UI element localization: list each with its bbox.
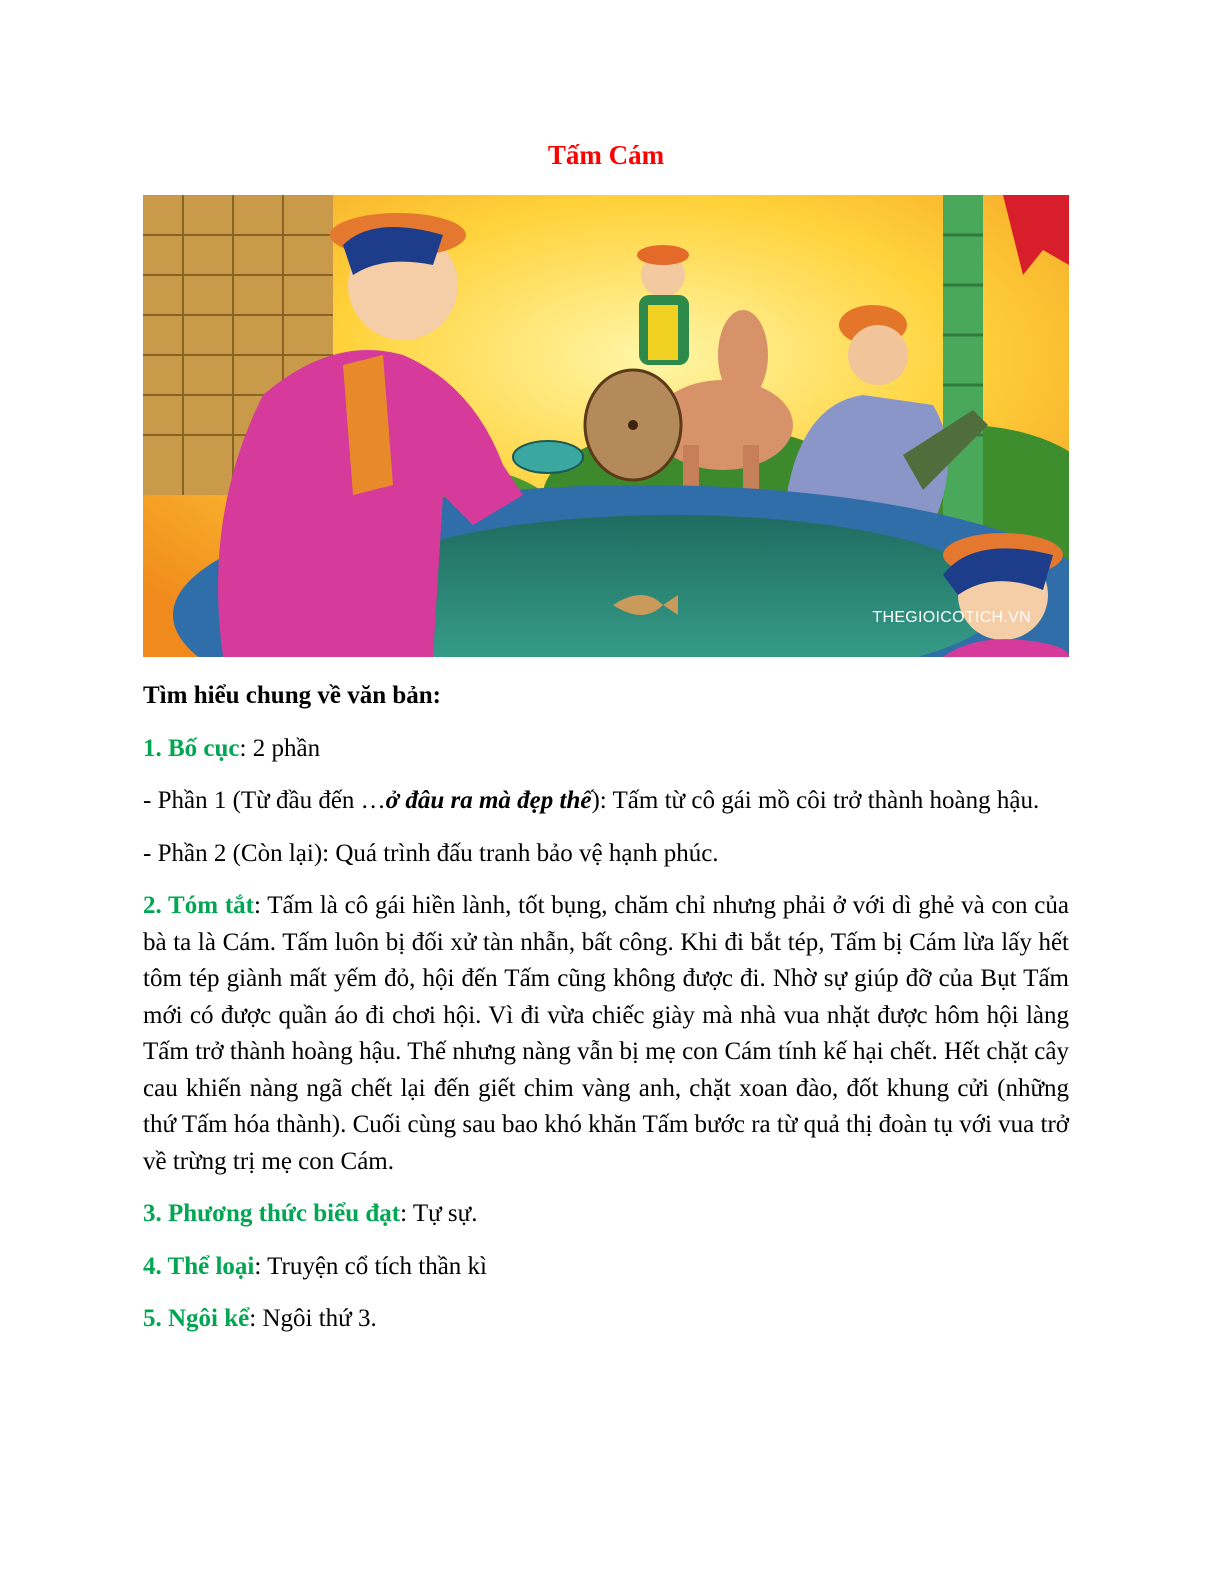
- text-bo-cuc: : 2 phần: [239, 734, 321, 762]
- illustration-image: [143, 195, 1069, 657]
- section-ngoi-ke: [143, 1301, 1069, 1338]
- label-the-loai: 4. Thể loại: [143, 1252, 255, 1280]
- text-the-loai: : Truyện cổ tích thần kì: [254, 1252, 488, 1280]
- part-2-text: - Phần 2 (Còn lại): Quá trình đấu tranh bảo vệ hạnh phúc.: [143, 839, 719, 867]
- text-ngoi-ke: : Ngôi thứ 3.: [249, 1305, 377, 1332]
- areca-trunk: [943, 195, 983, 535]
- section-part-2: [143, 836, 1069, 873]
- content-body: [143, 678, 1069, 1354]
- intro-heading: Tìm hiểu chung về văn bản:: [143, 682, 441, 709]
- label-tom-tat: 2. Tóm tắt: [143, 892, 254, 919]
- watermark: THEGIOICOTICH.VN: [872, 609, 1031, 626]
- story-illustration: [143, 195, 1069, 657]
- section-tom-tat: [143, 888, 1069, 1180]
- part-1-emphasis: ở đâu ra mà đẹp thế: [385, 787, 592, 814]
- section-phuong-thuc: [143, 1196, 1069, 1233]
- text-tom-tat: : Tấm là cô gái hiền lành, tốt bụng, chăm chỉ nhưng phải ở với dì ghẻ và con của bà ta là Cám. Tấm luôn bị đối xử tàn nhẫn, bất công. Khi đi bắt tép, Tấm bị Cám lừa lấy hết tôm tép giành mất yếm đỏ, hội đến Tấm cũng không được đi. Nhờ sự giúp đỡ của Bụt Tấm mới có được quần áo đi chơi hội. Vì đi vừa chiếc giày mà nhà vua nhặt được hôm hội làng Tấm trở thành hoàng hậu. Thế nhưng nàng vẫn bị mẹ con Cám tính kế hại chết. Hết chặt cây cau khiến nàng ngã chết lại đến giết chim vàng anh, chặt xoan đào, đốt khung cửi (những thứ Tấm hóa thành). Cuối cùng sau bao khó khăn Tấm bước ra từ quả thị đoàn tụ với vua trở về trừng trị mẹ con Cám.: [143, 892, 1069, 1175]
- part-1-suffix: ): Tấm từ cô gái mồ côi trở thành hoàng hậu.: [591, 787, 1040, 814]
- section-part-1: [143, 783, 1069, 820]
- section-bo-cuc: [143, 731, 1069, 768]
- label-bo-cuc: 1. Bố cục: [143, 734, 240, 762]
- label-phuong-thuc: 3. Phương thức biểu đạt: [143, 1200, 401, 1227]
- page-title: Tấm Cám: [547, 140, 665, 170]
- text-phuong-thuc: : Tự sự.: [400, 1200, 478, 1227]
- label-ngoi-ke: 5. Ngôi kể: [143, 1305, 250, 1332]
- section-the-loai: [143, 1249, 1069, 1286]
- part-1-prefix: - Phần 1 (Từ đầu đến …: [143, 787, 386, 814]
